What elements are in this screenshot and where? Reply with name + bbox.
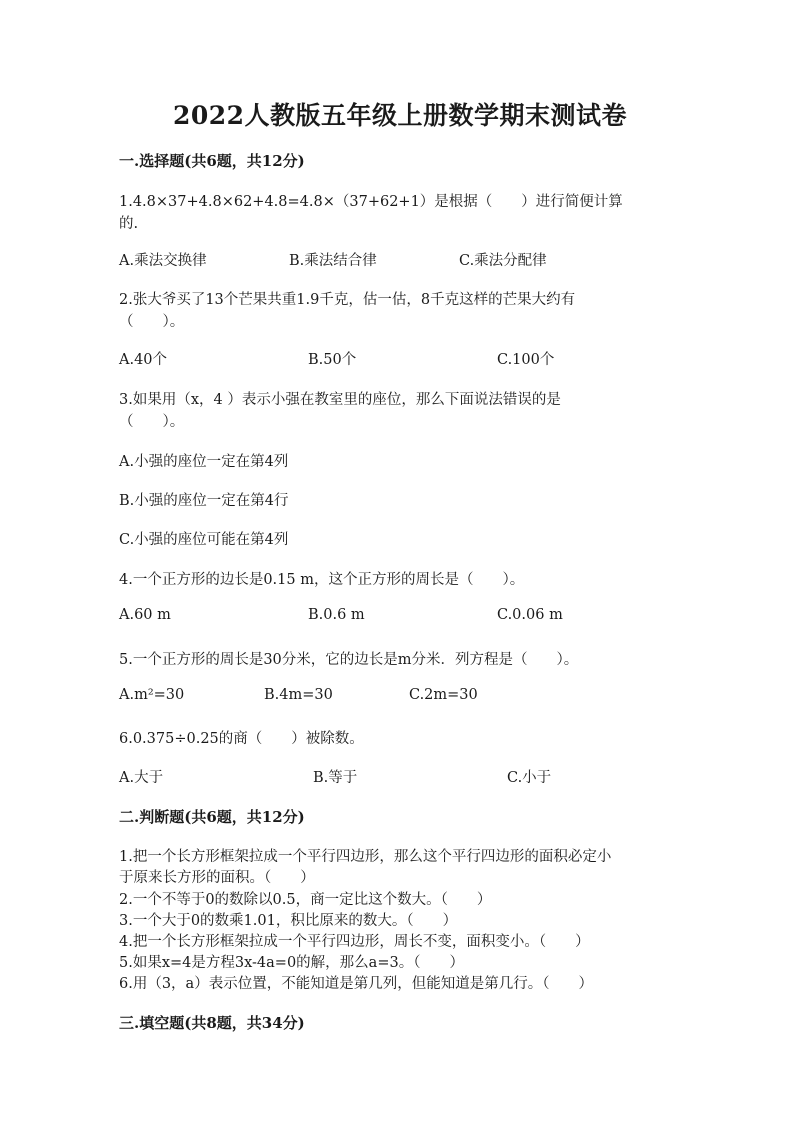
judgement-1-text: 1.把一个长方形框架拉成一个平行四边形，那么这个平行四边形的面积必定小 <box>119 849 612 865</box>
question-2-text-cont: （ ）。 <box>119 314 185 330</box>
question-4-option-b: B.0.6 m <box>308 607 365 623</box>
question-4-option-c: C.0.06 m <box>497 607 563 623</box>
question-1-option-b: B.乘法结合律 <box>289 253 377 269</box>
question-3-option-b: B.小强的座位一定在第4行 <box>119 493 289 509</box>
question-4-text: 4.一个正方形的边长是0.15 m，这个正方形的周长是（ ）。 <box>119 572 525 588</box>
question-6-text: 6.0.375÷0.25的商（ ）被除数。 <box>119 731 364 747</box>
question-1-text-cont: 的. <box>119 216 139 232</box>
question-5-option-b: B.4m=30 <box>264 687 333 703</box>
question-5-option-a: A.m²=30 <box>119 687 185 703</box>
question-4-option-a: A.60 m <box>119 607 171 623</box>
question-2-option-a: A.40个 <box>119 352 168 368</box>
question-1-option-c: C.乘法分配律 <box>459 253 547 269</box>
question-2-option-c: C.100个 <box>497 352 555 368</box>
question-3-option-c: C.小强的座位可能在第4列 <box>119 532 289 548</box>
judgement-5-text: 5.如果x=4是方程3x-4a=0的解，那么a=3。（ ） <box>119 955 464 971</box>
section-heading-judgement: 二.判断题(共6题，共12分) <box>119 808 305 826</box>
question-5-text: 5.一个正方形的周长是30分米，它的边长是m分米．列方程是（ ）。 <box>119 652 579 668</box>
question-6-option-c: C.小于 <box>507 770 552 786</box>
question-1-option-a: A.乘法交换律 <box>119 253 207 269</box>
question-3-text: 3.如果用（x，4 ）表示小强在教室里的座位，那么下面说法错误的是 <box>119 392 561 408</box>
question-3-option-a: A.小强的座位一定在第4列 <box>119 454 289 470</box>
question-6-option-a: A.大于 <box>119 770 164 786</box>
question-2-option-b: B.50个 <box>308 352 357 368</box>
judgement-2-text: 2.一个不等于0的数除以0.5，商一定比这个数大。（ ） <box>119 892 492 908</box>
question-6-option-b: B.等于 <box>313 770 358 786</box>
judgement-1-text-cont: 于原来长方形的面积。（ ） <box>119 870 315 886</box>
question-3-text-cont: （ ）。 <box>119 414 185 430</box>
page-title: 2022人教版五年级上册数学期末测试卷 <box>172 101 628 130</box>
judgement-6-text: 6.用（3，a）表示位置，不能知道是第几列，但能知道是第几行。（ ） <box>119 976 593 992</box>
judgement-3-text: 3.一个大于0的数乘1.01，积比原来的数大。（ ） <box>119 913 458 929</box>
question-2-text: 2.张大爷买了13个芒果共重1.9千克，估一估，8千克这样的芒果大约有 <box>119 292 576 308</box>
question-5-option-c: C.2m=30 <box>409 687 478 703</box>
section-heading-choice: 一.选择题(共6题，共12分) <box>119 152 305 170</box>
section-heading-fill-blank: 三.填空题(共8题，共34分) <box>119 1014 305 1032</box>
question-1-text: 1.4.8×37+4.8×62+4.8=4.8×（37+62+1）是根据（ ）进行简便计算 <box>119 194 623 210</box>
judgement-4-text: 4.把一个长方形框架拉成一个平行四边形，周长不变，面积变小。（ ） <box>119 934 590 950</box>
